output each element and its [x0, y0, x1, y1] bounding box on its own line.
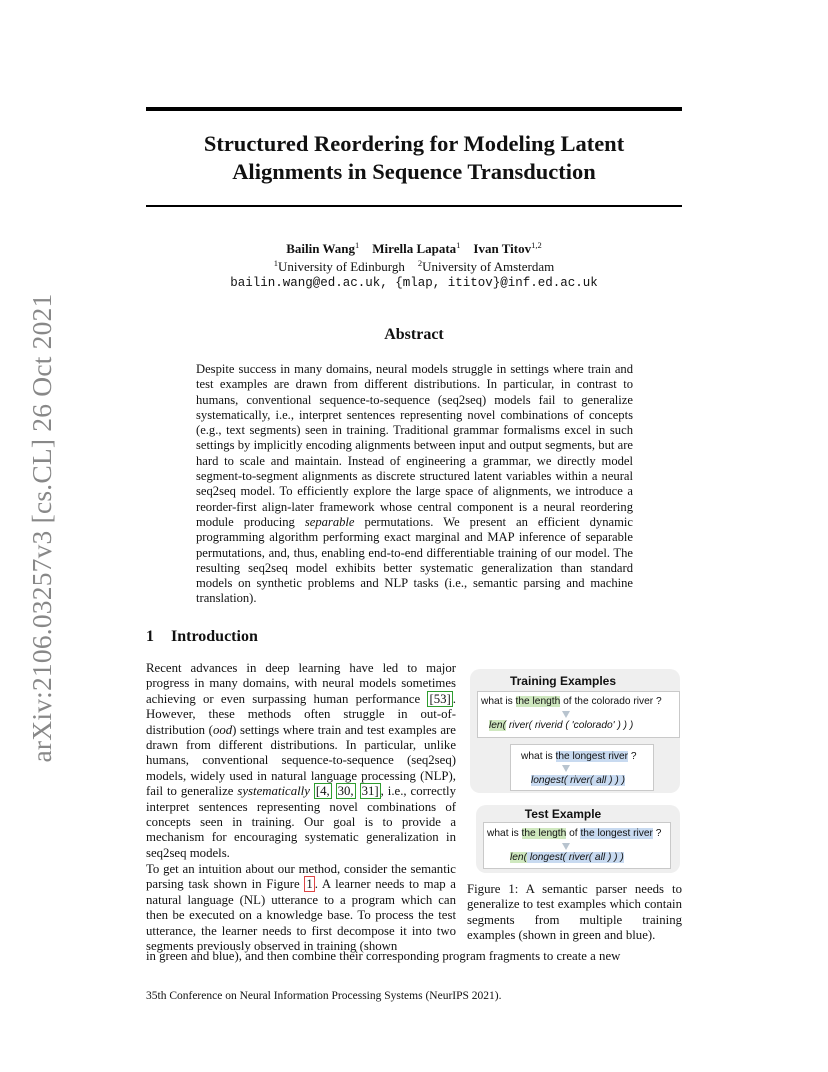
author-sup: 1	[456, 240, 461, 250]
affiliation-name: University of Amsterdam	[422, 259, 555, 274]
arrow-down-icon	[562, 843, 570, 850]
training-example-2-question	[521, 749, 637, 764]
author-name: Ivan Titov	[473, 241, 532, 256]
author-sup: 1,2	[531, 240, 542, 250]
author-list	[146, 241, 682, 257]
citation-link[interactable]: [4,	[315, 784, 330, 799]
italic-term: systematically	[237, 784, 310, 799]
arrow-down-icon	[562, 711, 570, 718]
text-run: what is	[481, 696, 516, 707]
green-segment: the length	[515, 696, 561, 707]
top-rule	[146, 107, 682, 111]
abstract-text-2: permutations. We present an efficient dynamic programming algorithm performing exact marginal and MAP inference of separable permutations, and, thus, enabling end-to-end differentiable training of our model. The resulting seq2seq model exhibits better systematic generalization than standard models on synthetic problems and NLP tasks (i.e., semantic parsing and machine translation).	[196, 514, 633, 606]
green-segment: the length	[521, 828, 567, 839]
text-run: of the colorado river ?	[560, 696, 662, 707]
text-run: what is	[487, 828, 522, 839]
text-run: . A learner needs to map a natural language (NL) utterance to a program which can then be executed on a knowledge base. To process the test utterance, the learner needs to first decompose it into two segments previously observed in training (shown	[146, 877, 456, 954]
abstract-italic: separable	[304, 514, 355, 529]
training-example-1-question	[481, 694, 662, 709]
title-line-2: Alignments in Sequence Transduction	[232, 159, 596, 184]
test-example-title: Test Example	[524, 807, 602, 821]
text-run: of	[566, 828, 581, 839]
citation-link[interactable]: 31]	[361, 784, 379, 799]
green-segment: len(	[510, 852, 527, 863]
test-example-question	[487, 826, 661, 841]
blue-segment: longest( river( all ) ) )	[527, 852, 624, 863]
blue-segment: the longest river	[580, 828, 653, 839]
test-example-program	[510, 850, 624, 865]
figure-link[interactable]: 1	[306, 877, 313, 892]
affiliation-sup: 2	[417, 258, 423, 268]
section-number: 1	[146, 628, 154, 645]
paper-title	[146, 130, 682, 186]
green-segment: len(	[489, 720, 506, 731]
citation-link[interactable]: [53]	[429, 691, 451, 706]
abstract-body	[196, 362, 633, 607]
author-emails: bailin.wang@ed.ac.uk, {mlap, ititov}@inf.ed.ac.uk	[230, 276, 598, 290]
author-name: Mirella Lapata	[372, 241, 457, 256]
figure-1-caption: Figure 1: A semantic parser needs to generalize to test examples which contain segments from multiple training examples (shown in green and blue).	[467, 882, 682, 943]
intro-paragraph-2-continued: in green and blue), and then combine their corresponding program fragments to create a new	[146, 949, 621, 963]
author-name: Bailin Wang	[286, 241, 356, 256]
text-run: ) settings where train and test examples are drawn from different distributions. In particular, unlike humans, conventional sequence-to-sequence (seq2seq) models, widely used in natural language processing (NLP), fail to generalize	[146, 722, 456, 799]
text-run: river( riverid ( 'colorado' ) ) )	[506, 720, 634, 731]
text-run: ?	[652, 828, 662, 839]
affiliation-name: University of Edinburgh	[277, 259, 405, 274]
author-sup: 1	[355, 240, 360, 250]
section-heading	[146, 628, 258, 646]
intro-paragraph-1	[146, 661, 456, 861]
title-bottom-rule	[146, 205, 682, 207]
arxiv-sidebar-id: arXiv:2106.03257v3 [cs.CL] 26 Oct 2021	[26, 293, 57, 763]
section-title: Introduction	[171, 628, 258, 645]
blue-segment: longest( river( all ) ) )	[531, 775, 625, 786]
intro-paragraph-2	[146, 862, 456, 954]
text-run: , i.e., correctly interpret sentences representing novel combinations of concepts seen in training. Our goal is to provide a mechanism for encouraging systematic generalization in seq2seq models.	[146, 784, 456, 860]
title-line-1: Structured Reordering for Modeling Latent	[203, 131, 625, 156]
abstract-heading: Abstract	[384, 326, 444, 343]
text-run: ?	[628, 751, 637, 762]
text-run: what is	[521, 751, 556, 762]
training-example-2-program	[531, 773, 625, 788]
affiliations	[146, 259, 682, 275]
italic-term: ood	[212, 722, 233, 737]
training-examples-title: Training Examples	[509, 674, 617, 688]
text-run: Recent advances in deep learning have led to major progress in many domains, with neural models sometimes achieving or even surpassing human performance	[146, 661, 456, 706]
text-run: . However, these methods often struggle in out-of-distribution (	[146, 691, 456, 737]
blue-segment: the longest river	[555, 751, 629, 762]
conference-footer: 35th Conference on Neural Information Processing Systems (NeurIPS 2021).	[146, 990, 502, 1002]
training-example-1-program	[489, 718, 633, 733]
arrow-down-icon	[562, 765, 570, 772]
citation-link[interactable]: 30,	[337, 784, 354, 799]
affiliation-sup: 1	[273, 258, 278, 268]
text-run: To get an intuition about our method, consider the semantic parsing task shown in Figure	[146, 862, 456, 892]
abstract-text-1: Despite success in many domains, neural models struggle in settings where train and test examples are drawn from different distributions. In particular, in contrast to humans, conventional sequence-to-sequence (seq2seq) models fail to generalize systematically, i.e., interpret sentences representing novel combinations of concepts (e.g., text segments) seen in training. Traditional grammar formalisms excel in such settings by implicitly encoding alignments between input and output segments, but are hard to scale and maintain. Instead of engineering a grammar, we directly model segment-to-segment alignments as discrete structured latent variables within a neural seq2seq model. To efficiently explore the large space of alignments, we introduce a reorder-first align-later framework whose central component is a neural reordering module producing	[196, 362, 633, 529]
